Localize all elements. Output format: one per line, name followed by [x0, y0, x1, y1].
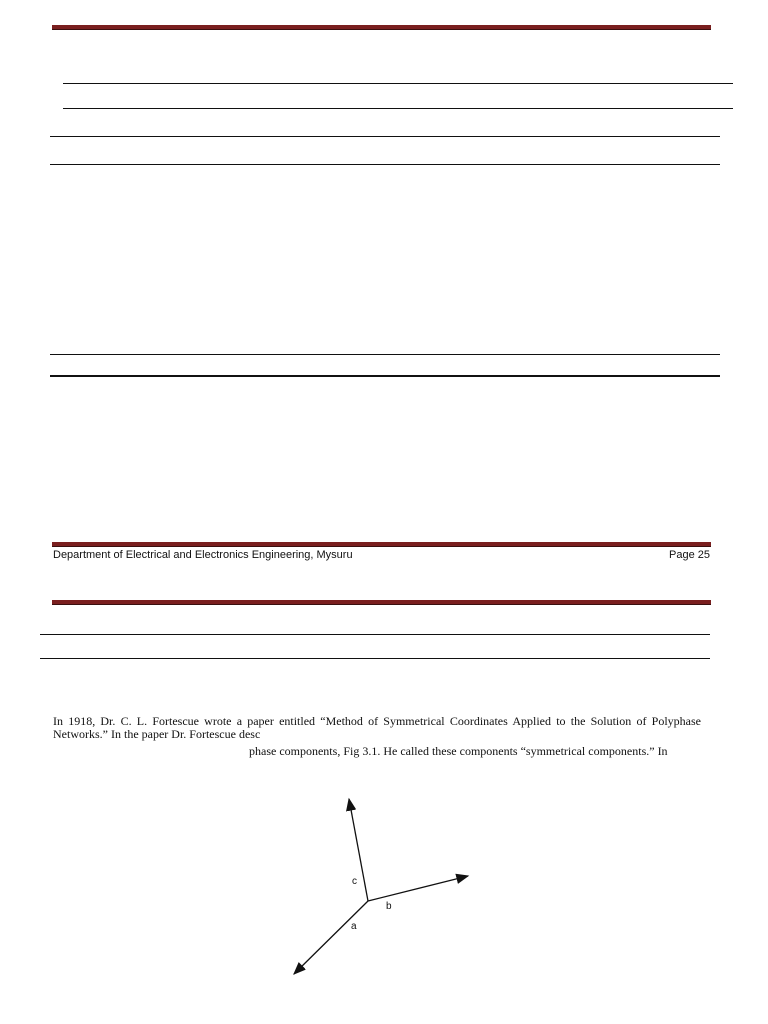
footer-page-number: Page 25 [669, 549, 710, 561]
phasor-label-b: b [386, 901, 392, 912]
phasor-label-c: c [352, 876, 357, 887]
phasor-b-arrow [368, 876, 468, 901]
paragraph-line-1: In 1918, Dr. C. L. Fortescue wrote a paper entitled “Method of Symmetrical Coordinates Applied to the Solution of Polyphase Networks.” In the paper Dr. Fortescue desc [53, 714, 701, 741]
footer-department: Department of Electrical and Electronics Engineering, Mysuru [53, 549, 353, 561]
paragraph-line-2: phase components, Fig 3.1. He called these components “symmetrical components.” In [249, 744, 668, 758]
phasor-label-a: a [351, 921, 357, 932]
phasor-a-arrow [294, 901, 368, 974]
